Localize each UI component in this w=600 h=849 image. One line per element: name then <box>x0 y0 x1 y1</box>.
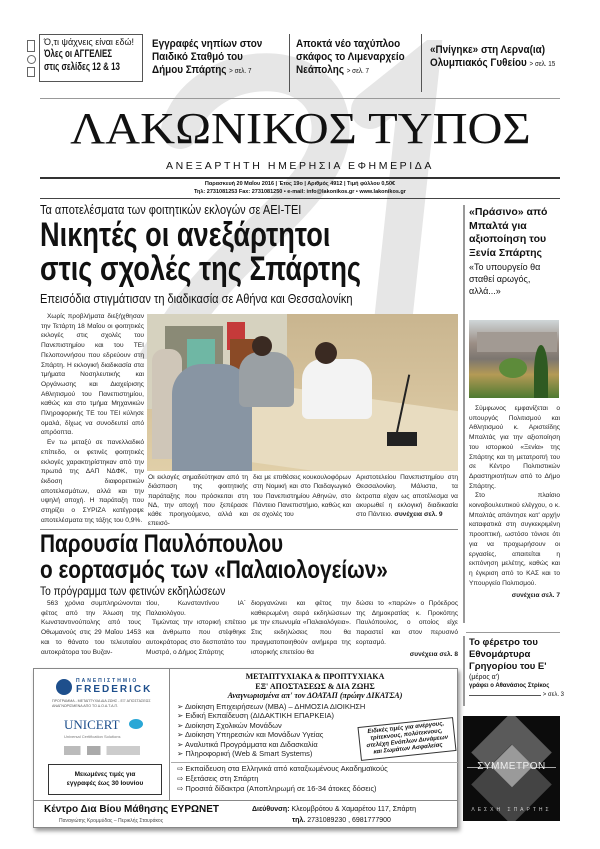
divider <box>469 695 541 696</box>
sidebar-story2-ref[interactable]: > σελ. 3 <box>542 692 564 698</box>
lead-kicker: Τα αποτελέσματα των φοιτητικών εκλογών σε ΑΕΙ-ΤΕΙ <box>40 203 302 217</box>
divider <box>421 34 422 92</box>
caption-text: Οι εκλογές σημαδεύτηκαν από τη διάσπαση της φοιτητικής παράταξης που πρόσκειται στη ΝΔ, την αποχή που ξεπέρασε κάθε προηγούμενο, αλλά και επεισό- <box>148 474 248 528</box>
advert-programs <box>171 669 459 800</box>
frederick-top: ΠΑΝΕΠΙΣΤΗΜΙΟ <box>76 678 139 684</box>
discount-line: Μειωμένες τιμές για <box>74 771 136 778</box>
program-label: Πληροφορική (Web & Smart Systems) <box>185 749 313 758</box>
program-item: ➢ Ειδική Εκπαίδευση (ΔΙΔΑΚΤΙΚΗ ΕΠΑΡΚΕΙΑ) <box>177 711 335 720</box>
program-item: ➢ Αναλυτικά Προγράμματα και Διδασκαλία <box>177 739 318 749</box>
divider <box>466 632 560 633</box>
symmetron-name: ΣΥΜΜΕΤΡΟΝ <box>477 761 546 772</box>
frederick-small: ΠΡΟΓΡΑΜΜΑ - ΜΕΤΑΠΤΥΧΙΑ ΔΙΑ ΖΩΗΣ - ΕΞ' ΑΠΟΣΤΑΣΕΩΣ ΑΝΑΓΝΩΡΙΣΜΕΝΑ ΑΠΟ ΤΟ Δ.Ο.Α.Τ.Α.Π. <box>52 699 151 708</box>
program-item: ➢ Διοίκηση Σχολικών Μονάδων <box>177 720 282 730</box>
phone-label: τηλ. <box>292 817 306 824</box>
advert-title: ΕΞ' ΑΠΟΣΤΑΣΕΩΣ & ΔΙΑ ΖΩΗΣ <box>255 681 375 691</box>
unicert-sub: Universal Certification Solutions <box>64 734 121 739</box>
second-subhead: Το πρόγραμμα των φετινών εκδηλώσεων <box>40 584 226 598</box>
program-item: ➢ Πληροφορική (Web & Smart Systems) <box>177 749 313 758</box>
classifieds-box[interactable] <box>39 34 143 82</box>
frederick-name: FREDERICK <box>76 684 153 695</box>
masthead-title-wrap <box>40 104 560 156</box>
teaser-text: Αποκτά νέο ταχύπλοο σκάφος το Λιμεναρχείο Νεάπολης <box>296 38 405 76</box>
caption-col2 <box>253 473 351 519</box>
feature-item: ⇨ Προσιτά δίδακτρα (Αποπληρωμή σε 16-34 άτοκες δόσεις) <box>177 784 377 793</box>
teaser-text: Εγγραφές νηπίων στον Παιδικό Σταθμό του Δήμου Σπάρτης <box>152 38 263 76</box>
advert-title: ΜΕΤΑΠΤΥΧΙΑΚΑ & ΠΡΟΠΤΥΧΙΑΚΑ <box>245 672 385 681</box>
sidebar-story2-part: (μέρος α') <box>469 674 500 681</box>
symmetron-sub: ΛΕΣΧΗ ΣΠΑΡΤΗΣ <box>471 807 552 813</box>
phone-value: 2731089230 , 6981777900 <box>307 817 391 824</box>
paragraph: Εν τω μεταξύ σε πανελλαδικό επίπεδο, οι φετινές φοιτητικές εκλογές χαρακτηρίστηκαν από την πρωτιά της ΔΑΠ ΝΔΦΚ, την έκδοση διαφορετικών αποτελεσμάτων, αλλά και την υψηλή αποχή. Η παράταξη που στηρίζει ο ΣΥΡΙΖΑ κατέγραψε αποτελέσματα της τάξης του 0,9%. <box>41 439 144 524</box>
sidebar-border <box>463 636 465 706</box>
teaser-text: «Πνίγηκε» στη Λερνα(ια) Ολυμπιακός Γυθείου <box>430 44 546 69</box>
program-item: ➢ Διοίκηση Επιχειρήσεων (MBA) – ΔΗΜΟΣΙΑ ΔΙΟΙΚΗΣΗ <box>177 701 366 711</box>
frederick-logo-icon <box>56 679 72 695</box>
headline-line: Παρουσία Παυλόπουλου <box>40 530 284 558</box>
feature-label: Προσιτά δίδακτρα (Αποπληρωμή σε 16-34 άτοκες δόσεις) <box>185 784 377 793</box>
euronet-advert[interactable] <box>33 668 458 828</box>
center-phone <box>292 816 391 825</box>
second-headline[interactable] <box>40 531 388 583</box>
masthead-subtitle: ΑΝΕΞΑΡΤΗΤΗ ΗΜΕΡΗΣΙΑ ΕΦΗΜΕΡΙΔΑ <box>165 160 435 172</box>
second-body-col3 <box>251 599 351 657</box>
address-value: Κλεομβρότου & Χαμαρέτου 117, Σπάρτη <box>291 806 417 813</box>
teaser-nursery[interactable] <box>152 38 269 78</box>
second-body-col4 <box>356 599 458 659</box>
advert-footer <box>34 800 457 828</box>
lead-body-col1 <box>41 312 144 525</box>
teaser-ref: > σελ. 15 <box>529 61 556 68</box>
paragraph: Τιμώντας την ιστορική επέτειο και άνθρωπο που στέφθηκε αυτοκράτορας στο δεσποτάτο του Μυστρά, ο Δήμος Σπάρτης <box>146 619 246 656</box>
caption-col3 <box>356 473 458 519</box>
feature-item: ⇨ Εκπαίδευση στα Ελληνικά από καταξιωμένους Ακαδημαϊκούς <box>177 764 388 773</box>
teaser-ref: > σελ. 7 <box>229 68 252 75</box>
continued-link[interactable]: συνέχεια σελ. 9 <box>394 511 443 519</box>
sidebar-story2-ref-row <box>469 691 564 699</box>
paragraph: τίου, Κωνσταντίνου ΙΑ΄ Παλαιολόγου. <box>146 600 246 617</box>
sidebar-story2-byline: γράφει ο Αθανάσιος Στρίκος <box>469 683 550 689</box>
feature-item: ⇨ Εξετάσεις στη Σπάρτη <box>177 774 259 783</box>
center-name: Κέντρο Δια Βίου Μάθησης ΕΥΡΩΝΕΤ <box>44 804 220 815</box>
caption-text: Αριστοτελείου Πανεπιστημίου στη Θεσσαλονίκη. Μάλιστα, τα έκτροπα είχαν ως αποτέλεσμα να ακυρωθεί η εκλογική διαδικασία στο Πάντειο. <box>356 474 458 519</box>
second-body-col2 <box>146 599 246 657</box>
sidebar-story2-headline[interactable]: Το φέρετρο του Εθνομάρτυρα Γρηγορίου του Ε' <box>469 637 547 672</box>
masthead-title: ΛΑΚΩΝΙΚΟΣ ΤΥΠΟΣ <box>69 104 531 153</box>
teaser-ref: > σελ. 7 <box>346 68 370 75</box>
continued-link[interactable]: συνέχεια σελ. 7 <box>511 592 560 600</box>
teaser-speedboat[interactable] <box>296 38 413 78</box>
classifieds-line2: Όλες οι ΑΓΓΕΛΙΕΣ <box>44 48 113 60</box>
headline-line: στις σχολές της Σπάρτης <box>40 250 362 288</box>
divider <box>40 98 560 99</box>
continued-link[interactable]: συνέχεια σελ. 8 <box>409 650 458 658</box>
discount-box <box>48 764 162 795</box>
divider <box>40 198 560 199</box>
classifieds-line3: στις σελίδες 12 & 13 <box>44 61 120 73</box>
program-label: Ειδική Εκπαίδευση (ΔΙΔΑΚΤΙΚΗ ΕΠΑΡΚΕΙΑ) <box>185 711 335 720</box>
sidebar-story1-head <box>469 206 561 297</box>
teaser-olympiakos[interactable] <box>430 44 565 71</box>
center-people: Παναγιώτης Κρομμύδας – Περικλής Σταυράκος <box>59 818 164 824</box>
paragraph: Χωρίς προβλήματα διεξήχθησαν την Τετάρτη 18 Μαΐου οι φοιτητικές εκλογές στις σχολές του Πανεπιστημίου και του ΤΕΙ Πελοποννήσου που εδρεύουν στη Σπάρτη. Η εκλογική διαδικασία στα τμήματα Νοσηλευτικής και Οργάνωσης και Διαχείρισης Αθλητισμού του Πανεπιστημίου, καθώς και στο τμήμα Μηχανικών Πληροφορικής ΤΕ του ΤΕΙ κύλησε ομαλά, δίχως να συνοδευτεί από απρόοπτα. <box>41 313 144 437</box>
lead-subhead: Επεισόδια στιγμάτισαν τη διαδικασία σε Αθήνα και Θεσσαλονίκη <box>40 291 353 306</box>
headline-line: Νικητές οι ανεξάρτητοι <box>40 216 331 254</box>
paragraph: Στο πλαίσιο κοινοβουλευτικού ελέγχου, ο κ. Μπαλτάς απάντησε κατ' αρχήν καταφατικά στη συγκεκριμένη προοπτική, ωστόσο τόνισε ότι για να προχωρήσουν οι εργασίες, απαιτείται η εκπόνηση μελέτης, καθώς και η έγκριση από το ΚΑΣ και το Υπουργείο Πολιτισμού. <box>469 492 560 587</box>
sidebar-story2 <box>469 637 564 699</box>
issue-info: Παρασκευή 20 Μαΐου 2016 | Έτος 19ο | Αριθμός 4912 | Τιμή φύλλου 0,50€ <box>204 181 396 187</box>
advert-title: Αναγνωρισμένα απ' τον ΔΟΑΤΑΠ (πρώην ΔΙΚΑΤΣΑ) <box>227 691 403 700</box>
divider <box>289 34 290 92</box>
sidebar-story1-quote: «Το υπουργείο θα σταθεί αρωγός, αλλά...» <box>469 262 541 296</box>
discount-line: εγγραφές έως 30 Ιουνίου <box>66 780 144 787</box>
paragraph: 563 χρόνια συμπληρώνονται φέτος από την Άλωση της Κωνσταντινούπολης από τους Οθωμανούς στις 29 Μαΐου 1453 και το θάνατο του τελευταίου αυτοκράτορα του Βυζαν- <box>41 600 141 656</box>
symmetron-advert[interactable] <box>463 716 560 821</box>
accreditation-logos <box>64 746 140 755</box>
feature-label: Εξετάσεις στη Σπάρτη <box>185 774 259 783</box>
program-label: Αναλυτικά Προγράμματα και Διδασκαλία <box>184 739 318 749</box>
sidebar-border <box>463 205 465 623</box>
address-label: Διεύθυνση: <box>252 806 290 813</box>
unicert-logo: UNICERT <box>64 717 120 732</box>
xenia-hotel-photo <box>469 320 559 398</box>
program-label: Διοίκηση Σχολικών Μονάδων <box>184 720 282 730</box>
divider <box>40 177 560 179</box>
program-item: ➢ Διοίκηση Υπηρεσιών και Μονάδων Υγείας <box>177 730 324 739</box>
paragraph: Σύμφωνος εμφανίζεται ο υπουργός Πολιτισμού και Αθλητισμού κ. Αριστείδης Μπαλτάς για την αξιοποίηση του ιστορικού «Ξενία» της Σπάρτης και τη μετατροπή του σε Κέντρο Πολιτιστικών Δραστηριοτήτων από το Δήμο Σπάρτης. <box>469 405 560 490</box>
student-elections-photo <box>147 314 458 471</box>
feature-label: Εκπαίδευση στα Ελληνικά από καταξιωμένους Ακαδημαϊκούς <box>185 764 388 773</box>
advert-logos <box>34 669 170 800</box>
special-prices-stamp: Ειδικές τιμές για ανέργους, τρίτεκνους, πολύτεκνους, στελέχη Ενόπλων Δυνάμεων και Σωμάτων Ασφαλείας <box>357 717 456 761</box>
recycle-icons <box>27 40 37 90</box>
classifieds-line1: Ό,τι ψάχνεις είναι εδώ! <box>44 37 134 47</box>
caption-col1 <box>148 473 248 529</box>
headline-line: ο εορτασμός των «Παλαιολογείων» <box>40 556 388 584</box>
second-body-col1 <box>41 599 141 657</box>
sidebar-story1-headline[interactable]: «Πράσινο» από Μπαλτά για αξιοποίηση του Ξενία Σπάρτης <box>469 206 548 259</box>
lead-headline[interactable] <box>40 218 361 286</box>
contact-info: Τηλ: 2731081253 Fax: 2731081250 • e-mail: info@lakonikos.gr • www.lakonikos.gr <box>194 189 406 195</box>
unicert-wave-icon <box>129 719 143 729</box>
paragraph: δώσει το «παρών» ο Πρόεδρος της Δημοκρατίας κ. Προκόπης Παυλόπουλος, ο οποίος είχε παραστεί και στον περυσινό εορτασμό. <box>356 600 458 646</box>
program-label: Διοίκηση Υπηρεσιών και Μονάδων Υγείας <box>184 730 324 739</box>
center-address <box>252 805 416 814</box>
program-label: Διοίκηση Επιχειρήσεων (MBA) – ΔΗΜΟΣΙΑ ΔΙΟΙΚΗΣΗ <box>184 701 366 711</box>
paragraph: διοργανώνει και φέτος την καθιερωμένη σειρά εκδηλώσεων με την επωνυμία «Παλαιολόγεια». Στις εκδηλώσεις που θα πραγματοποιηθούν ανήμερα της ιστορικής επετείου θα <box>251 600 351 656</box>
sidebar-story1-body <box>469 404 560 601</box>
caption-text: δια με επιθέσεις κουκουλοφόρων στη Νομική και στο Παιδαγωγικό του Πανεπιστημίου Αθηνών, στο Πάντειο Πανεπιστήμιο, καθώς και σε σχολές του <box>253 474 351 519</box>
